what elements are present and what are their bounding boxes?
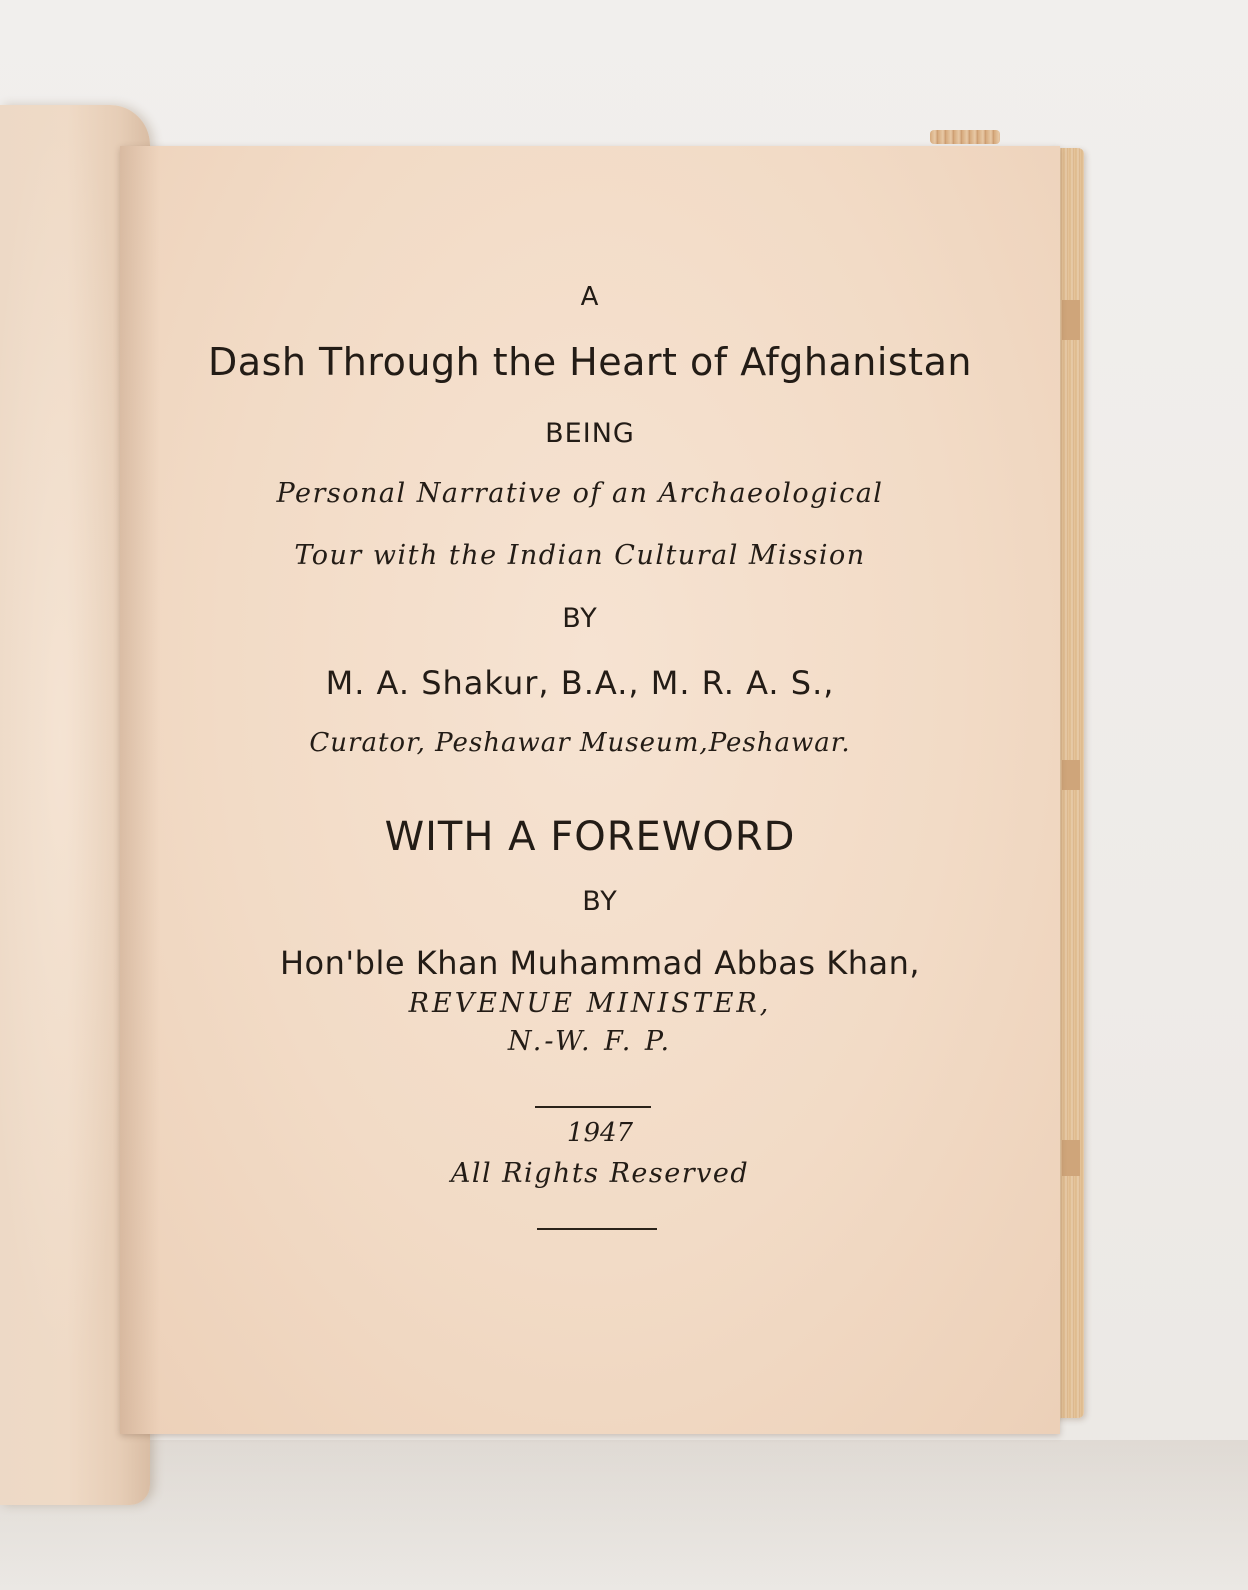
foreword-region: N.-W. F. P. [507,1026,673,1057]
book-title: Dash Through the Heart of Afghanistan [208,340,972,384]
page-edge-mark [1062,300,1080,340]
page-edge-mark [1062,760,1080,790]
foreword-role: REVENUE MINISTER, [408,988,772,1019]
divider-rule [535,1106,651,1108]
being-label: BEING [545,418,635,449]
by-label: BY [562,603,598,634]
subtitle-line-1: Personal Narrative of an Archaeological [276,478,884,509]
subtitle-line-2: Tour with the Indian Cultural Mission [294,540,866,571]
author-position: Curator, Peshawar Museum,Peshawar. [309,728,851,758]
bottom-rule [537,1228,657,1230]
rights-notice: All Rights Reserved [450,1158,750,1189]
title-article: A [580,282,600,312]
author-name: M. A. Shakur, B.A., M. R. A. S., [325,664,835,702]
foreword-author: Hon'ble Khan Muhammad Abbas Khan, [279,944,921,982]
frayed-page-edge [930,130,1000,144]
table-shadow [0,1440,1248,1590]
publication-year: 1947 [566,1118,634,1148]
foreword-heading: WITH A FOREWORD [384,814,796,860]
page-edge-mark [1062,1140,1080,1176]
foreword-by-label: BY [582,886,618,917]
gutter-shadow [120,146,160,1434]
